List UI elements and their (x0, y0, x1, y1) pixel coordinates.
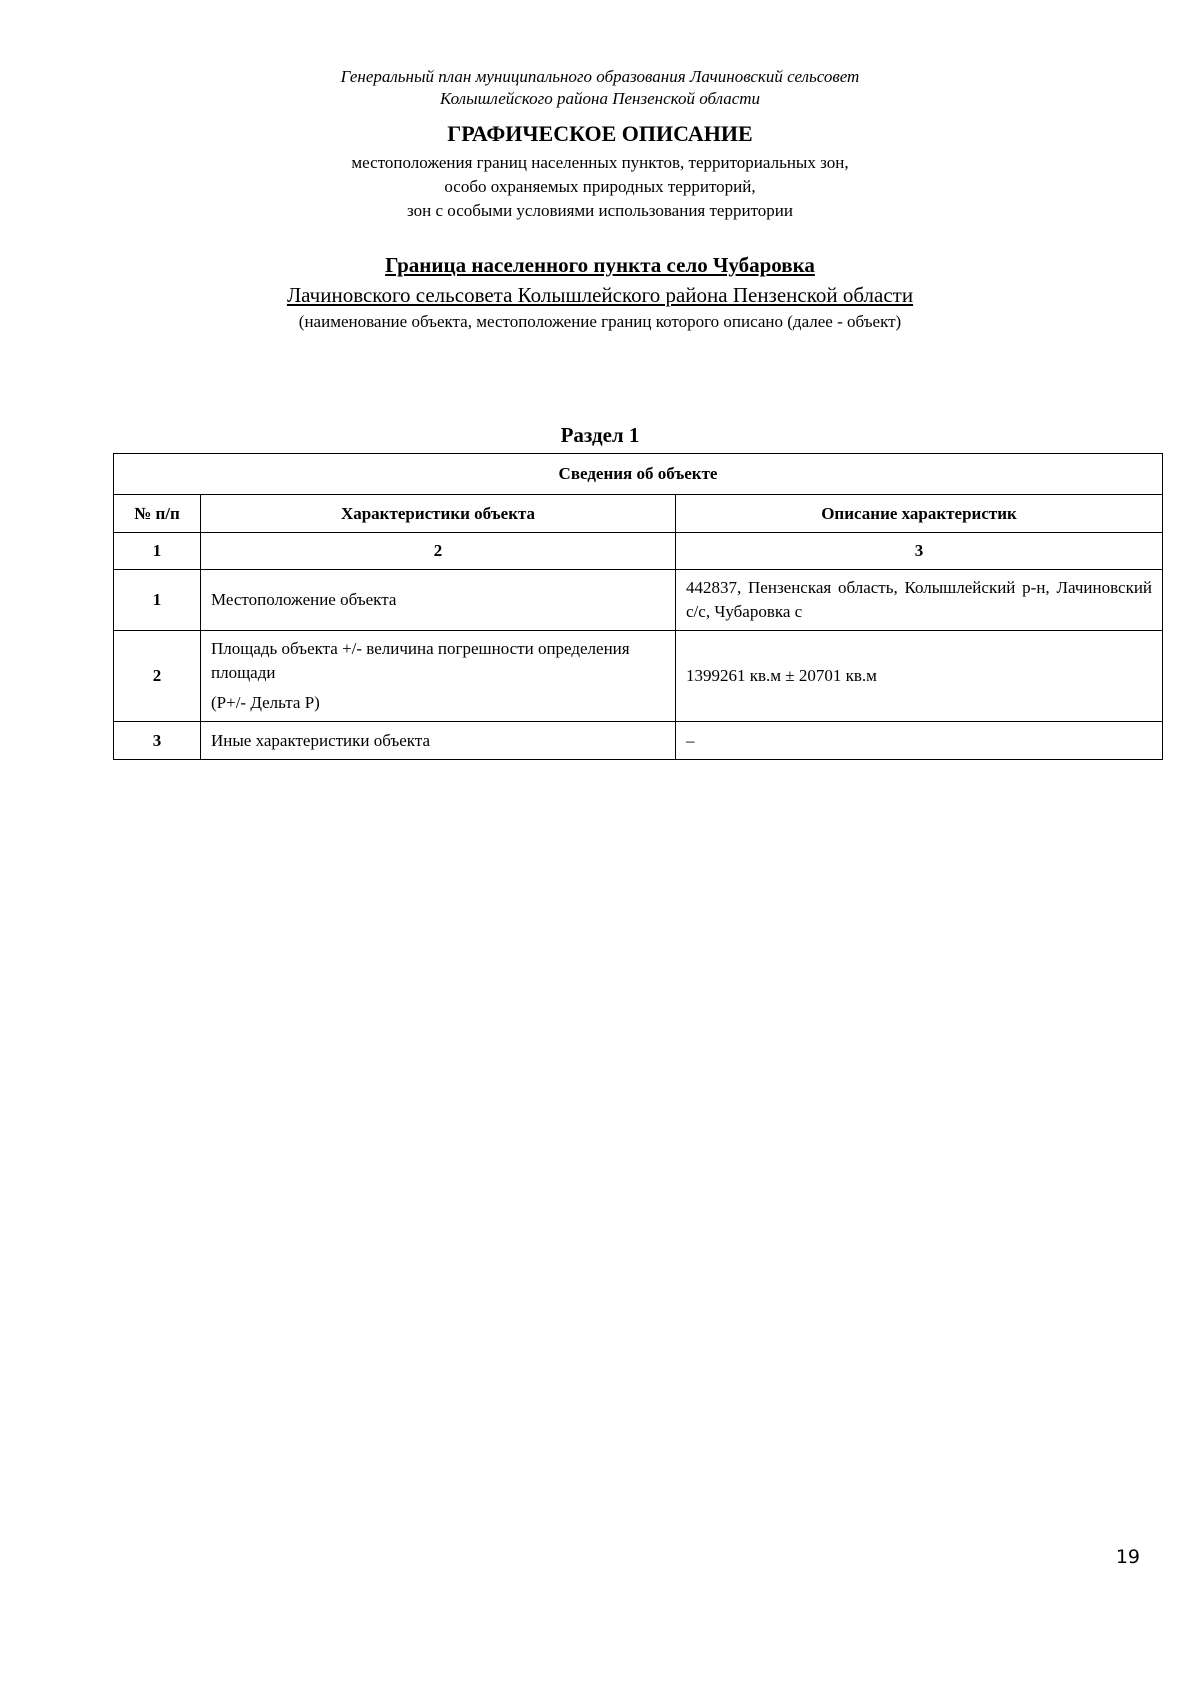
section-title: Раздел 1 (560, 423, 640, 447)
object-note: (наименование объекта, местоположение границ которого описано (далее - объект) (298, 312, 902, 331)
table-row (114, 631, 1163, 722)
object-location: Лачиновского сельсовета Колышлейского района Пензенской области (286, 283, 914, 307)
document-subtitle (0, 151, 1200, 223)
table-caption: Сведения об объекте (114, 454, 1163, 495)
table-column-numbers-row (114, 533, 1163, 570)
column-number-2: 2 (201, 533, 676, 570)
table-row (114, 722, 1163, 760)
row-characteristic-cell (201, 631, 676, 722)
header-num: № п/п (114, 495, 201, 533)
page-number: 19 (1115, 1546, 1140, 1568)
header-line-1: Генеральный план муниципального образования Лачиновский сельсовет (340, 67, 860, 86)
row-description: 1399261 кв.м ± 20701 кв.м (676, 631, 1163, 722)
column-number-1: 1 (114, 533, 201, 570)
object-title: Граница населенного пункта село Чубаровка (385, 253, 815, 277)
row-characteristic: Иные характеристики объекта (201, 722, 676, 760)
row-characteristic-note: (Р+/- Дельта Р) (211, 693, 320, 712)
column-number-3: 3 (676, 533, 1163, 570)
header-line-2: Колышлейского района Пензенской области (439, 89, 761, 108)
document-title: ГРАФИЧЕСКОЕ ОПИСАНИЕ (447, 121, 753, 146)
row-num: 1 (114, 570, 201, 631)
document-header (0, 66, 1200, 110)
row-description: – (676, 722, 1163, 760)
subtitle-line-2: особо охраняемых природных территорий, (444, 177, 756, 196)
row-characteristic: Местоположение объекта (201, 570, 676, 631)
row-num: 2 (114, 631, 201, 722)
row-characteristic: Площадь объекта +/- величина погрешности определения площади (211, 639, 630, 682)
subtitle-line-3: зон с особыми условиями использования территории (407, 201, 793, 220)
table-header-row (114, 495, 1163, 533)
row-num: 3 (114, 722, 201, 760)
subtitle-line-1: местоположения границ населенных пунктов, территориальных зон, (351, 153, 849, 172)
row-description: 442837, Пензенская область, Колышлейский р-н, Лачиновский с/с, Чубаровка с (676, 570, 1163, 631)
table-caption-row (114, 454, 1163, 495)
header-characteristic: Характеристики объекта (201, 495, 676, 533)
header-description: Описание характеристик (676, 495, 1163, 533)
table-row (114, 570, 1163, 631)
object-info-table (113, 453, 1163, 760)
